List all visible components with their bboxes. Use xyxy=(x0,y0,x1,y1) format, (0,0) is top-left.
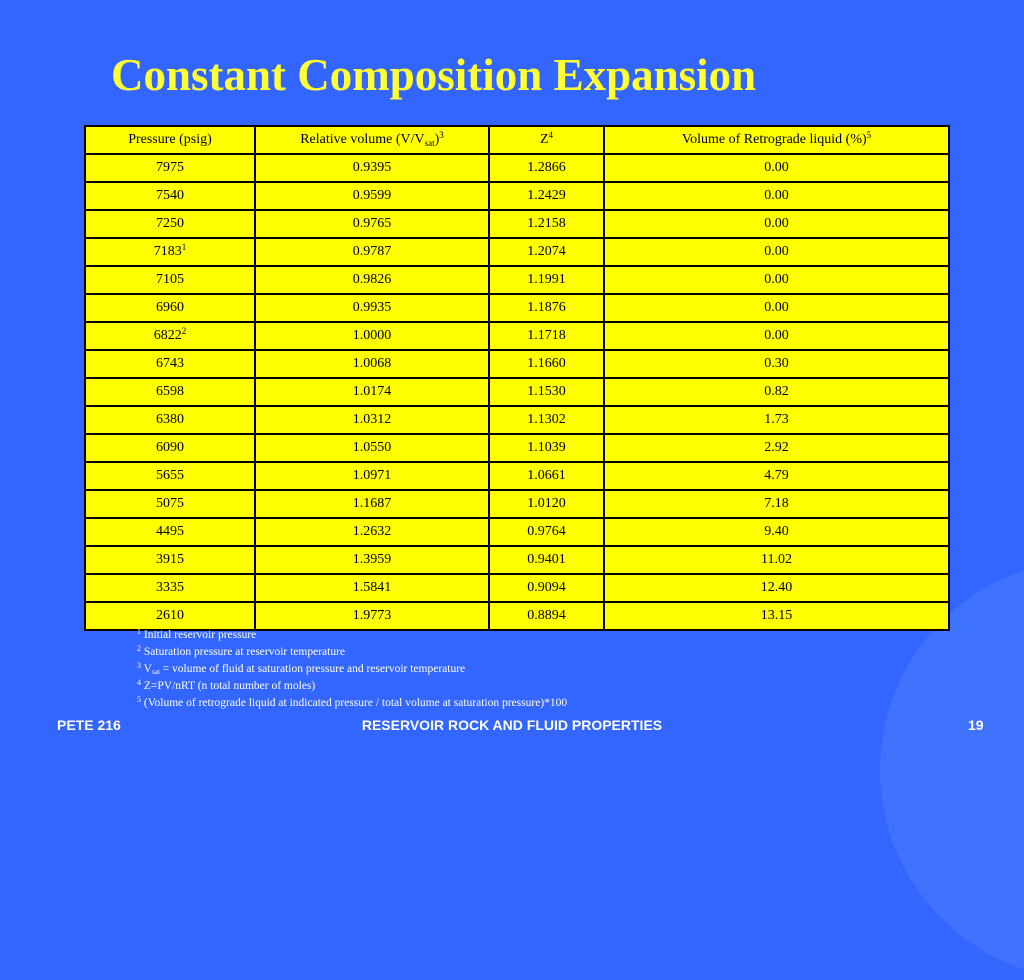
footnote-4: $^4$ Z=PV/nRT (n total number of moles) xyxy=(137,678,316,692)
cell-z-factor: 1.2074 xyxy=(489,238,604,266)
header-relative-volume: Relative volume $(V/V_{sat})^3$ xyxy=(255,126,489,154)
cell-relative-volume: 1.2632 xyxy=(255,518,489,546)
table-row xyxy=(85,322,949,350)
cell-relative-volume: 1.0068 xyxy=(255,350,489,378)
cell-z-factor: 1.2158 xyxy=(489,210,604,238)
cell-relative-volume: 1.0312 xyxy=(255,406,489,434)
table-row xyxy=(85,210,949,238)
cell-z-factor: 0.9764 xyxy=(489,518,604,546)
cell-z-factor: 1.1660 xyxy=(489,350,604,378)
cce-table xyxy=(84,125,950,631)
cell-retrograde-liquid: 0.00 xyxy=(604,322,949,350)
footnote-2: $^2$ Saturation pressure at reservoir temperature xyxy=(137,644,346,658)
cell-z-factor: 1.2866 xyxy=(489,154,604,182)
header-pressure: Pressure (psig) xyxy=(85,126,255,154)
cell-pressure: 6090 xyxy=(85,434,255,462)
table-row xyxy=(85,154,949,182)
table-row xyxy=(85,434,949,462)
table-row xyxy=(85,238,949,266)
cell-relative-volume: 1.9773 xyxy=(255,602,489,630)
cell-pressure: 6380 xyxy=(85,406,255,434)
cell-relative-volume: 1.5841 xyxy=(255,574,489,602)
cell-pressure: 6960 xyxy=(85,294,255,322)
cell-relative-volume: 1.1687 xyxy=(255,490,489,518)
cell-relative-volume: 0.9787 xyxy=(255,238,489,266)
header-retrograde-liquid: Volume of Retrograde liquid (%)$^5$ xyxy=(604,126,949,154)
cell-pressure: 5655 xyxy=(85,462,255,490)
cell-retrograde-liquid: 11.02 xyxy=(604,546,949,574)
footer-course: PETE 216 xyxy=(57,717,121,733)
cell-pressure: 7250 xyxy=(85,210,255,238)
cell-retrograde-liquid: 0.00 xyxy=(604,154,949,182)
cell-pressure: 3915 xyxy=(85,546,255,574)
cell-relative-volume: 1.0550 xyxy=(255,434,489,462)
cell-z-factor: 1.1718 xyxy=(489,322,604,350)
cell-z-factor: 1.1991 xyxy=(489,266,604,294)
table-row xyxy=(85,266,949,294)
cell-pressure: 6743 xyxy=(85,350,255,378)
table-row xyxy=(85,182,949,210)
cell-relative-volume: 1.0971 xyxy=(255,462,489,490)
cell-z-factor: 1.1302 xyxy=(489,406,604,434)
cell-pressure: 7540 xyxy=(85,182,255,210)
cell-relative-volume: 1.0174 xyxy=(255,378,489,406)
cell-pressure: 5075 xyxy=(85,490,255,518)
cell-z-factor: 0.9401 xyxy=(489,546,604,574)
cell-pressure: 7183$^1$ xyxy=(85,238,255,266)
cell-pressure: 2610 xyxy=(85,602,255,630)
cell-z-factor: 1.0661 xyxy=(489,462,604,490)
cell-retrograde-liquid: 0.82 xyxy=(604,378,949,406)
cell-relative-volume: 0.9599 xyxy=(255,182,489,210)
cell-retrograde-liquid: 4.79 xyxy=(604,462,949,490)
cell-retrograde-liquid: 7.18 xyxy=(604,490,949,518)
table-row xyxy=(85,350,949,378)
cell-relative-volume: 0.9765 xyxy=(255,210,489,238)
cell-z-factor: 0.8894 xyxy=(489,602,604,630)
cell-pressure: 7105 xyxy=(85,266,255,294)
table-row xyxy=(85,574,949,602)
cell-z-factor: 1.1876 xyxy=(489,294,604,322)
table-header-row xyxy=(85,126,949,154)
footer-page-number: 19 xyxy=(968,717,984,733)
cell-relative-volume: 0.9395 xyxy=(255,154,489,182)
cell-retrograde-liquid: 0.00 xyxy=(604,238,949,266)
cell-relative-volume: 0.9826 xyxy=(255,266,489,294)
table-row xyxy=(85,546,949,574)
slide-title: Constant Composition Expansion xyxy=(111,50,757,100)
cell-retrograde-liquid: 0.30 xyxy=(604,350,949,378)
table-row xyxy=(85,294,949,322)
cell-pressure: 6598 xyxy=(85,378,255,406)
cell-z-factor: 1.1530 xyxy=(489,378,604,406)
cell-retrograde-liquid: 1.73 xyxy=(604,406,949,434)
cell-retrograde-liquid: 0.00 xyxy=(604,210,949,238)
cell-z-factor: 1.1039 xyxy=(489,434,604,462)
cell-z-factor: 0.9094 xyxy=(489,574,604,602)
cell-retrograde-liquid: 2.92 xyxy=(604,434,949,462)
footnotes xyxy=(137,627,937,712)
footnote-5: $^5$ (Volume of retrograde liquid at indicated pressure / total volume at saturation pressure)*100 xyxy=(137,695,568,709)
cell-relative-volume: 1.3959 xyxy=(255,546,489,574)
table-row xyxy=(85,518,949,546)
cell-relative-volume: 0.9935 xyxy=(255,294,489,322)
cell-retrograde-liquid: 0.00 xyxy=(604,266,949,294)
footnote-1: $^1$ Initial reservoir pressure xyxy=(137,627,257,641)
table-row xyxy=(85,406,949,434)
table-row xyxy=(85,602,949,630)
cell-pressure: 4495 xyxy=(85,518,255,546)
table-row xyxy=(85,378,949,406)
cell-z-factor: 1.0120 xyxy=(489,490,604,518)
cell-pressure: 6822$^2$ xyxy=(85,322,255,350)
cell-pressure: 3335 xyxy=(85,574,255,602)
cell-pressure: 7975 xyxy=(85,154,255,182)
cell-z-factor: 1.2429 xyxy=(489,182,604,210)
cell-relative-volume: 1.0000 xyxy=(255,322,489,350)
cell-retrograde-liquid: 12.40 xyxy=(604,574,949,602)
cell-retrograde-liquid: 0.00 xyxy=(604,294,949,322)
table-body xyxy=(85,154,949,630)
footer-course-title: RESERVOIR ROCK AND FLUID PROPERTIES xyxy=(361,717,663,733)
header-z-factor: $Z^4$ xyxy=(489,126,604,154)
footnote-3: $^3$ $V_{sat}$ = volume of fluid at saturation pressure and reservoir temperature xyxy=(137,661,466,676)
table-row xyxy=(85,490,949,518)
cell-retrograde-liquid: 13.15 xyxy=(604,602,949,630)
cell-retrograde-liquid: 0.00 xyxy=(604,182,949,210)
cell-retrograde-liquid: 9.40 xyxy=(604,518,949,546)
table-row xyxy=(85,462,949,490)
